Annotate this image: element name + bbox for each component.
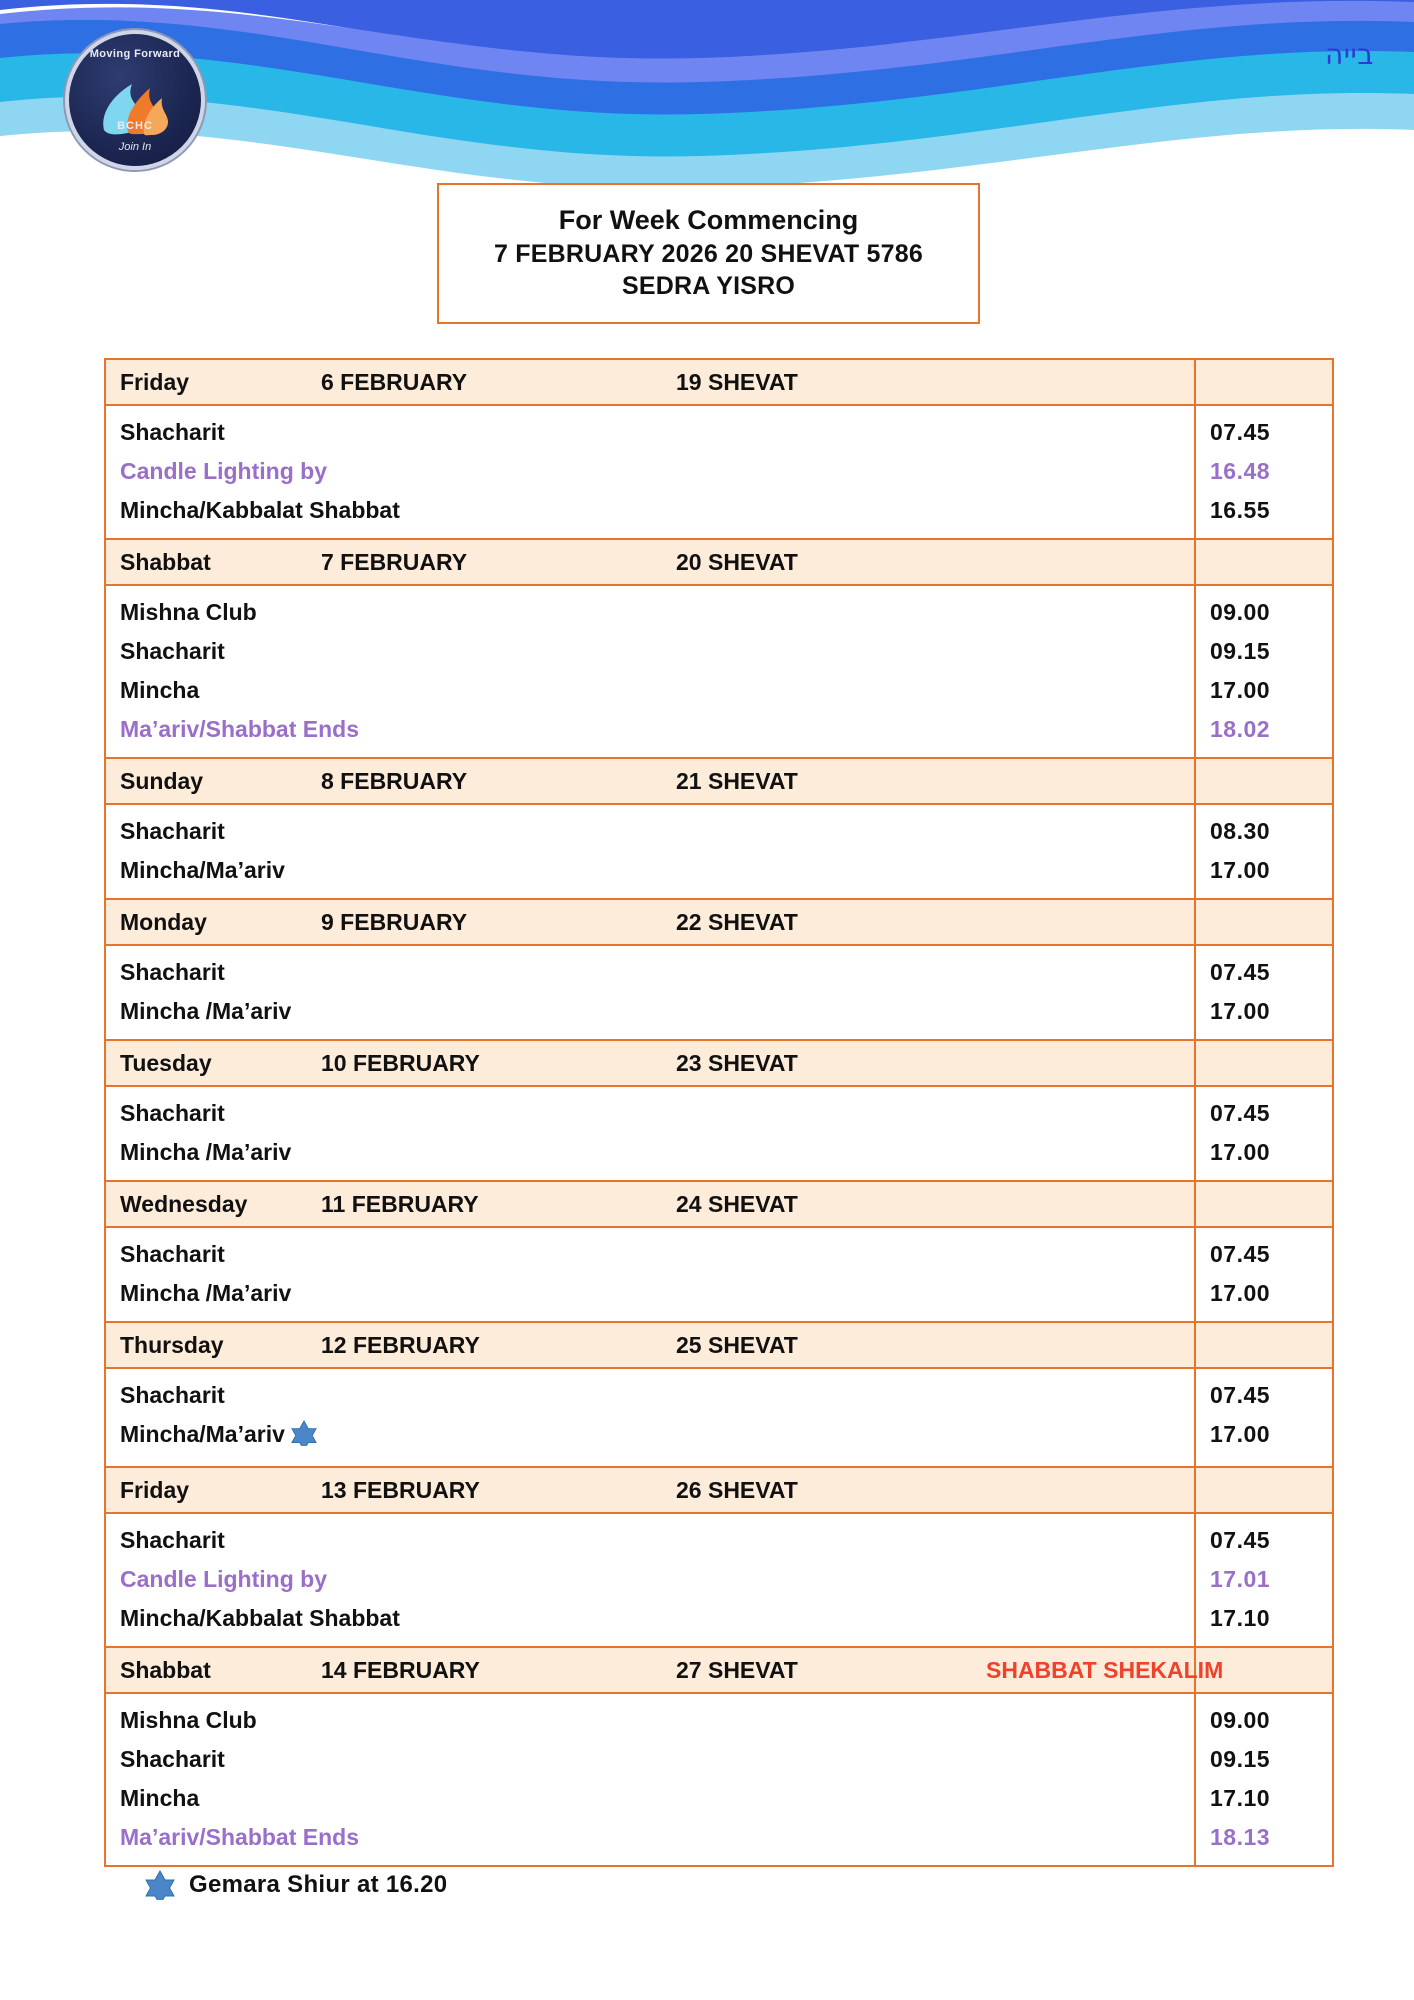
event-label-text: Mincha/Ma’ariv (120, 1421, 285, 1447)
day-name: Tuesday (120, 1050, 212, 1076)
events-cell (105, 1086, 1195, 1181)
day-header-cell (105, 758, 1195, 804)
event-label-text: Shacharit (120, 638, 225, 664)
event-label (120, 812, 1194, 851)
event-label (120, 1779, 1194, 1818)
event-label-list (106, 1369, 1194, 1466)
event-label (120, 1376, 1194, 1415)
day-hebrew-date: 19 SHEVAT (676, 369, 798, 395)
day-header-time-cell (1195, 1181, 1333, 1227)
day-header-cell (105, 539, 1195, 585)
event-time: 17.10 (1210, 1785, 1271, 1811)
event-label-list (106, 1228, 1194, 1321)
logo-bottom-text: Join In (118, 141, 152, 153)
event-label (120, 671, 1194, 710)
day-header (106, 900, 1194, 944)
day-hebrew-date: 26 SHEVAT (676, 1477, 798, 1503)
times-cell (1195, 405, 1333, 539)
day-name: Friday (120, 369, 190, 395)
event-time: 17.00 (1210, 998, 1271, 1024)
event-label (120, 1701, 1194, 1740)
day-date: 10 FEBRUARY (321, 1050, 480, 1076)
day-date: 12 FEBRUARY (321, 1332, 480, 1358)
day-header (106, 1468, 1194, 1512)
event-label (120, 851, 1194, 890)
page-title: For Week Commencing (558, 205, 859, 235)
event-label (120, 1415, 1194, 1458)
day-header-cell (105, 359, 1195, 405)
event-label-text: Shacharit (120, 1527, 225, 1553)
day-header-cell (105, 1040, 1195, 1086)
day-date: 9 FEBRUARY (321, 909, 468, 935)
day-name: Friday (120, 1477, 190, 1503)
event-label-text: Shacharit (120, 1382, 225, 1408)
times-cell (1195, 585, 1333, 758)
times-cell (1195, 1086, 1333, 1181)
header-wave-banner (0, 0, 1414, 200)
day-date: 7 FEBRUARY (321, 549, 468, 575)
event-time: 07.45 (1210, 1382, 1271, 1408)
event-time: 16.55 (1210, 497, 1271, 523)
day-header-row (105, 1647, 1333, 1693)
event-label-text: Shacharit (120, 1100, 225, 1126)
footer-note-text: Gemara Shiur at 16.20 (189, 1871, 448, 1898)
title-dates: 7 FEBRUARY 2026 20 SHEVAT 5786 (494, 239, 923, 268)
day-header-cell (105, 1322, 1195, 1368)
event-label-text: Ma’ariv/Shabbat Ends (120, 1824, 360, 1850)
event-time: 08.30 (1210, 818, 1271, 844)
day-header-time-cell (1195, 359, 1333, 405)
week-title-box (437, 183, 980, 324)
day-header-time-cell (1195, 1467, 1333, 1513)
times-cell (1195, 1693, 1333, 1866)
day-name: Shabbat (120, 1657, 211, 1683)
event-time: 18.13 (1210, 1824, 1271, 1850)
day-header-cell (105, 1181, 1195, 1227)
events-cell (105, 804, 1195, 899)
event-time-list (1196, 1694, 1332, 1865)
times-cell (1195, 1368, 1333, 1467)
event-label-text: Mincha/Kabbalat Shabbat (120, 497, 400, 523)
event-time: 07.45 (1210, 419, 1271, 445)
events-cell (105, 945, 1195, 1040)
event-time: 17.10 (1210, 1605, 1271, 1631)
bchc-logo (65, 30, 205, 170)
star-of-david-icon (291, 1419, 317, 1458)
event-time: 17.00 (1210, 1421, 1271, 1447)
day-header-row (105, 1181, 1333, 1227)
events-cell (105, 1693, 1195, 1866)
event-time: 09.00 (1210, 1707, 1271, 1733)
events-row (105, 1693, 1333, 1866)
event-time: 07.45 (1210, 1241, 1271, 1267)
day-name: Sunday (120, 768, 204, 794)
event-time: 09.00 (1210, 599, 1271, 625)
event-label (120, 1094, 1194, 1133)
event-time: 16.48 (1210, 458, 1271, 484)
event-time: 17.00 (1210, 1280, 1271, 1306)
times-cell (1195, 1227, 1333, 1322)
event-label-text: Shacharit (120, 959, 225, 985)
logo-mid-text: BCHC (117, 120, 153, 132)
events-cell (105, 585, 1195, 758)
day-special-note: SHABBAT SHEKALIM (986, 1657, 1224, 1683)
event-label (120, 491, 1194, 530)
event-label-text: Mincha /Ma’ariv (120, 998, 292, 1024)
day-header (106, 1323, 1194, 1367)
event-label-list (106, 1694, 1194, 1865)
event-time: 17.00 (1210, 677, 1271, 703)
day-header (106, 1648, 1224, 1692)
day-header-row (105, 1467, 1333, 1513)
events-cell (105, 1368, 1195, 1467)
event-label (120, 1235, 1194, 1274)
footer-note (145, 1870, 447, 1900)
events-row (105, 804, 1333, 899)
event-label-text: Shacharit (120, 419, 225, 445)
day-header (106, 1182, 1194, 1226)
event-time: 09.15 (1210, 638, 1271, 664)
day-header-row (105, 1322, 1333, 1368)
events-row (105, 1086, 1333, 1181)
day-header-cell (105, 1467, 1195, 1513)
day-name: Monday (120, 909, 207, 935)
event-label-text: Mincha/Ma’ariv (120, 857, 285, 883)
times-cell (1195, 945, 1333, 1040)
event-label-list (106, 406, 1194, 538)
event-label (120, 1521, 1194, 1560)
event-label-list (106, 1087, 1194, 1180)
day-header-row (105, 539, 1333, 585)
day-header-time-cell (1195, 899, 1333, 945)
event-time-list (1196, 946, 1332, 1039)
events-row (105, 945, 1333, 1040)
event-label-text: Mincha (120, 677, 200, 703)
day-hebrew-date: 27 SHEVAT (676, 1657, 798, 1683)
event-time: 18.02 (1210, 716, 1271, 742)
day-hebrew-date: 24 SHEVAT (676, 1191, 798, 1217)
event-label-text: Shacharit (120, 818, 225, 844)
hebrew-blessing-text: בייה (1324, 38, 1374, 71)
event-label (120, 710, 1194, 749)
day-hebrew-date: 21 SHEVAT (676, 768, 798, 794)
event-label (120, 1740, 1194, 1779)
events-row (105, 1368, 1333, 1467)
day-header-cell (105, 1647, 1224, 1693)
event-label (120, 992, 1194, 1031)
day-header (106, 1041, 1194, 1085)
event-time-list (1196, 1514, 1332, 1646)
event-time-list (1196, 805, 1332, 898)
event-time: 17.01 (1210, 1566, 1271, 1592)
times-cell (1195, 804, 1333, 899)
wave-graphic (0, 0, 1414, 200)
event-label (120, 1599, 1194, 1638)
event-time: 17.00 (1210, 857, 1271, 883)
event-label-text: Shacharit (120, 1746, 225, 1772)
day-header-time-cell (1195, 758, 1333, 804)
events-cell (105, 1513, 1195, 1647)
day-name: Shabbat (120, 549, 211, 575)
events-cell (105, 405, 1195, 539)
event-time: 07.45 (1210, 959, 1271, 985)
event-label (120, 452, 1194, 491)
day-header-time-cell (1195, 1040, 1333, 1086)
title-sedra: SEDRA YISRO (621, 271, 796, 300)
event-label (120, 593, 1194, 632)
event-label-text: Ma’ariv/Shabbat Ends (120, 716, 360, 742)
events-row (105, 1227, 1333, 1322)
day-header (106, 540, 1194, 584)
day-header-time-cell (1195, 1322, 1333, 1368)
event-label (120, 413, 1194, 452)
day-hebrew-date: 20 SHEVAT (676, 549, 798, 575)
event-label-list (106, 586, 1194, 757)
day-header (106, 360, 1194, 404)
star-of-david-icon (145, 1870, 175, 1900)
day-header-row (105, 1040, 1333, 1086)
event-label-text: Mishna Club (120, 1707, 257, 1733)
event-time: 07.45 (1210, 1527, 1271, 1553)
events-row (105, 585, 1333, 758)
events-row (105, 1513, 1333, 1647)
day-date: 6 FEBRUARY (321, 369, 468, 395)
event-label-list (106, 805, 1194, 898)
event-label (120, 1274, 1194, 1313)
events-row (105, 405, 1333, 539)
day-date: 11 FEBRUARY (321, 1191, 479, 1217)
day-date: 8 FEBRUARY (321, 768, 468, 794)
day-hebrew-date: 25 SHEVAT (676, 1332, 798, 1358)
day-name: Thursday (120, 1332, 224, 1358)
logo-inner (69, 34, 201, 166)
event-label (120, 1133, 1194, 1172)
event-time: 17.00 (1210, 1139, 1271, 1165)
event-time-list (1196, 1228, 1332, 1321)
event-time-list (1196, 586, 1332, 757)
event-label-text: Mincha /Ma’ariv (120, 1139, 292, 1165)
event-label-list (106, 946, 1194, 1039)
event-time-list (1196, 1087, 1332, 1180)
event-label (120, 632, 1194, 671)
event-label (120, 953, 1194, 992)
day-header-time-cell (1195, 539, 1333, 585)
day-date: 13 FEBRUARY (321, 1477, 480, 1503)
event-label-text: Mincha /Ma’ariv (120, 1280, 292, 1306)
event-label-text: Candle Lighting by (120, 1566, 327, 1592)
event-label-list (106, 1514, 1194, 1646)
event-label-text: Mincha/Kabbalat Shabbat (120, 1605, 400, 1631)
times-cell (1195, 1513, 1333, 1647)
service-times-table (104, 358, 1334, 1867)
event-label (120, 1818, 1194, 1857)
logo-top-text: Moving Forward (89, 48, 181, 60)
event-time: 09.15 (1210, 1746, 1271, 1772)
event-label-text: Candle Lighting by (120, 458, 327, 484)
day-hebrew-date: 22 SHEVAT (676, 909, 798, 935)
event-label (120, 1560, 1194, 1599)
day-header-row (105, 359, 1333, 405)
day-hebrew-date: 23 SHEVAT (676, 1050, 798, 1076)
event-time-list (1196, 406, 1332, 538)
event-label-text: Mincha (120, 1785, 200, 1811)
day-header-row (105, 758, 1333, 804)
event-label-text: Shacharit (120, 1241, 225, 1267)
day-header-row (105, 899, 1333, 945)
day-header-cell (105, 899, 1195, 945)
event-label-text: Mishna Club (120, 599, 257, 625)
day-date: 14 FEBRUARY (321, 1657, 480, 1683)
events-cell (105, 1227, 1195, 1322)
event-time-list (1196, 1369, 1332, 1462)
day-name: Wednesday (120, 1191, 248, 1217)
day-header (106, 759, 1194, 803)
event-time: 07.45 (1210, 1100, 1271, 1126)
